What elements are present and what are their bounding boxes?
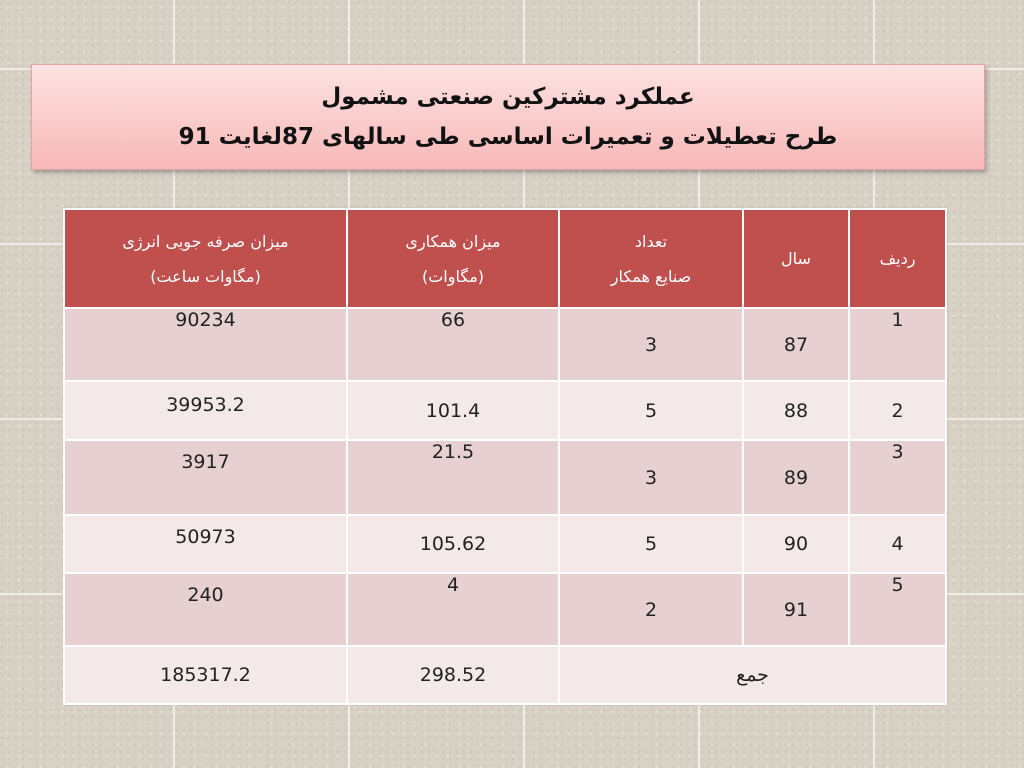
- title-line-2: طرح تعطیلات و تعمیرات اساسی طی سالهای 87لغایت 91: [178, 124, 838, 150]
- cell-hamkari: 105.62: [347, 515, 559, 573]
- header-hamkari-line2: (مگاوات): [422, 266, 484, 286]
- table-row: [64, 308, 946, 381]
- header-tedad-line1: تعداد: [634, 231, 668, 251]
- cell-tedad: 5: [559, 515, 743, 573]
- header-tedad-line2: صنایع همکار: [610, 266, 692, 286]
- cell-radif: 2: [849, 381, 946, 440]
- header-hamkari: [347, 209, 559, 308]
- cell-energy: 3917: [64, 440, 347, 515]
- cell-hamkari: 21.5: [347, 440, 559, 515]
- cell-energy: 90234: [64, 308, 347, 381]
- total-hamkari: 298.52: [347, 646, 559, 704]
- header-energy-line1: میزان صرفه جویی انرژی: [122, 231, 289, 251]
- cell-radif: 3: [849, 440, 946, 515]
- header-energy-line2: (مگاوات ساعت): [150, 266, 261, 286]
- table-row: [64, 381, 946, 440]
- header-hamkari-line1: میزان همکاری: [405, 231, 501, 251]
- cell-energy: 50973: [64, 515, 347, 573]
- cell-hamkari: 4: [347, 573, 559, 646]
- cell-sal: 89: [743, 440, 849, 515]
- cell-tedad: 5: [559, 381, 743, 440]
- total-label: جمع: [559, 646, 946, 704]
- table-row: [64, 440, 946, 515]
- cell-hamkari: 101.4: [347, 381, 559, 440]
- total-energy: 185317.2: [64, 646, 347, 704]
- header-radif: ردیف: [849, 209, 946, 308]
- cell-sal: 90: [743, 515, 849, 573]
- cell-radif: 1: [849, 308, 946, 381]
- cell-hamkari: 66: [347, 308, 559, 381]
- table-header-row: [64, 209, 946, 308]
- title-line-1: عملکرد مشترکین صنعتی مشمول: [321, 84, 695, 110]
- cell-energy: 39953.2: [64, 381, 347, 440]
- table-row: [64, 515, 946, 573]
- cell-radif: 4: [849, 515, 946, 573]
- cell-radif: 5: [849, 573, 946, 646]
- table-row: [64, 573, 946, 646]
- cell-sal: 87: [743, 308, 849, 381]
- cell-sal: 91: [743, 573, 849, 646]
- cell-sal: 88: [743, 381, 849, 440]
- header-energy: [64, 209, 347, 308]
- cooperation-table: [63, 208, 947, 705]
- total-row: [64, 646, 946, 704]
- header-tedad: [559, 209, 743, 308]
- cell-tedad: 3: [559, 440, 743, 515]
- cell-tedad: 3: [559, 308, 743, 381]
- cell-tedad: 2: [559, 573, 743, 646]
- cell-energy: 240: [64, 573, 347, 646]
- header-sal: سال: [743, 209, 849, 308]
- title-banner: [31, 64, 985, 170]
